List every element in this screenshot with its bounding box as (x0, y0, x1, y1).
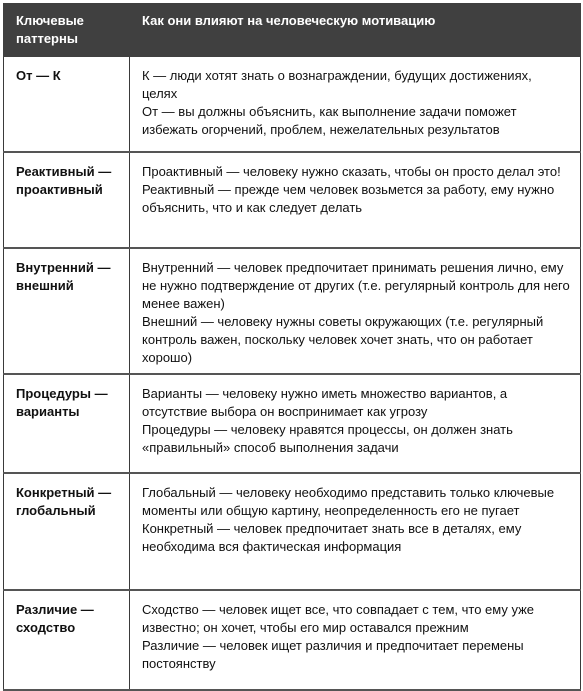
description-line: Сходство — человек ищет все, что совпадает с тем, что ему уже известно; он хочет, чтобы его мир оставался прежним (142, 601, 535, 635)
header-motivation-impact: Как они влияют на человеческую мотивацию (130, 4, 581, 57)
pattern-name: Различие — сходство (4, 590, 130, 690)
pattern-name: Внутренний — внешний (4, 248, 130, 374)
description-line: Различие — человек ищет различия и предпочитает перемены постоянству (142, 637, 524, 671)
pattern-description (130, 152, 581, 248)
table-header-row (4, 4, 581, 57)
motivation-patterns-table (3, 3, 581, 691)
description-line: Глобальный — человеку необходимо представить только ключевые моменты или общую картину, неопределенность его не пугает (142, 484, 555, 518)
table-row (4, 473, 581, 590)
pattern-description (130, 473, 581, 590)
table-row (4, 152, 581, 248)
description-line: От — вы должны объяснить, как выполнение задачи поможет избежать огорчений, проблем, нежелательных результатов (142, 104, 517, 137)
pattern-name: Конкретный — глобальный (4, 473, 130, 590)
pattern-description (130, 248, 581, 374)
pattern-name: От — К (4, 57, 130, 152)
pattern-description (130, 590, 581, 690)
description-line: Внешний — человеку нужны советы окружающих (т.е. регулярный контроль важен, поскольку человек хочет знать, что он работает хорошо) (142, 313, 544, 365)
pattern-description (130, 57, 581, 152)
table-row (4, 248, 581, 374)
description-line: К — люди хотят знать о вознаграждении, будущих достижениях, целях (142, 68, 532, 101)
description-line: Реактивный — прежде чем человек возьмется за работу, ему нужно объяснить, что и как следует делать (142, 181, 555, 215)
table-row (4, 57, 581, 152)
description-line: Конкретный — человек предпочитает знать все в деталях, ему необходима вся фактическая информация (142, 520, 522, 554)
header-key-patterns: Ключевые паттерны (4, 4, 130, 57)
pattern-name: Процедуры — варианты (4, 374, 130, 473)
table-row (4, 590, 581, 690)
description-line: Проактивный — человеку нужно сказать, чтобы он просто делал это! (142, 163, 561, 179)
description-line: Варианты — человеку нужно иметь множество вариантов, а отсутствие выбора он воспринимает как угрозу (142, 385, 508, 419)
pattern-name: Реактивный — проактивный (4, 152, 130, 248)
pattern-description (130, 374, 581, 473)
description-line: Процедуры — человеку нравятся процессы, он должен знать «правильный» способ выполнения задачи (142, 421, 513, 455)
table-row (4, 374, 581, 473)
description-line: Внутренний — человек предпочитает принимать решения лично, ему не нужно подтверждение от других (т.е. регулярный контроль для него менее важен) (142, 259, 570, 311)
